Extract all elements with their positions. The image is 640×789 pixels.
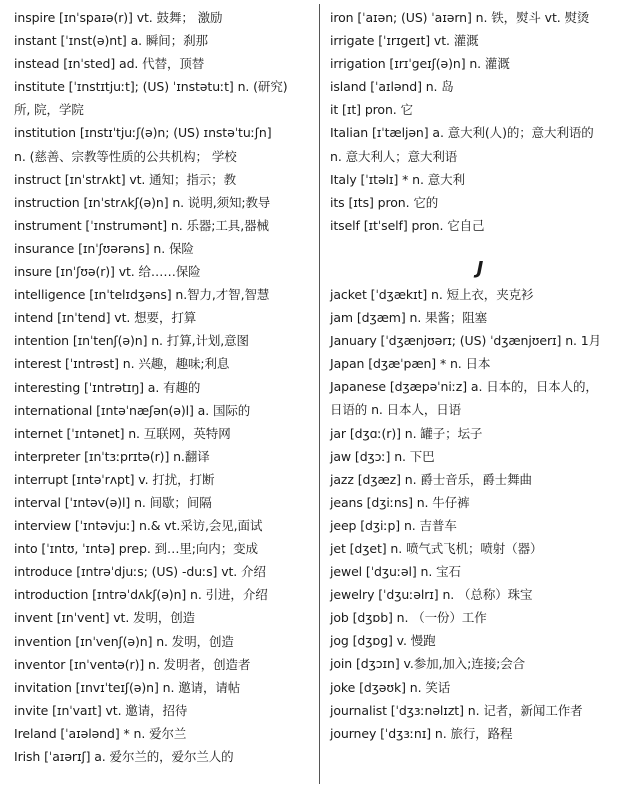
- dictionary-entry: itself [ɪtˈself] pron. 它自己: [330, 217, 485, 233]
- dictionary-entry: Ireland [ˈaɪələnd] * n. 爱尔兰: [14, 725, 187, 741]
- dictionary-entry: jewel [ˈdʒuːəl] n. 宝石: [330, 564, 461, 580]
- dictionary-entry: inspire [ɪnˈspaɪə(r)] vt. 鼓舞； 激励: [14, 10, 223, 25]
- dictionary-entry: instrument [ˈɪnstrumənt] n. 乐器;工具,器械: [14, 217, 269, 233]
- dictionary-entry: journey [ˈdʒɜːnɪ] n. 旅行，路程: [330, 725, 513, 741]
- dictionary-entry: instruction [ɪnˈstrʌkʃ(ə)n] n. 说明,须知;教导: [14, 194, 271, 210]
- dictionary-entry: invitation [ɪnvɪˈteɪʃ(ə)n] n. 邀请，请帖: [14, 679, 241, 695]
- dictionary-entry: January [ˈdʒænjʊərɪ; (US) ˈdʒænjʊerɪ] n. 1月: [330, 333, 602, 349]
- dictionary-entry: irrigation [ɪrɪˈgeɪʃ(ə)n] n. 灌溉: [330, 56, 510, 72]
- dictionary-entry: jog [dʒɒg] v. 慢跑: [330, 633, 436, 649]
- dictionary-entry: instead [ɪnˈsted] ad. 代替，顶替: [14, 56, 205, 72]
- dictionary-entry: interpreter [ɪnˈtɜːprɪtə(r)] n.翻译: [14, 448, 210, 464]
- dictionary-entry: interview [ˈɪntəvjuː] n.& vt.采访,会见,面试: [14, 518, 263, 534]
- dictionary-entry: job [dʒɒb] n. （一份）工作: [330, 610, 487, 626]
- dictionary-entry: institute [ˈɪnstɪtjuːt]; (US) ˈɪnstətuːt] n. (研究): [14, 79, 288, 95]
- dictionary-entry: Japan [dʒæˈpæn] * n. 日本: [330, 356, 491, 372]
- section-heading-j: J: [476, 257, 484, 279]
- dictionary-entry: institution [ɪnstɪˈtjuːʃ(ə)n; (US) ɪnstəˈtuːʃn]: [14, 125, 272, 141]
- dictionary-entry: inventor [ɪnˈventə(r)] n. 发明者，创造者: [14, 656, 251, 672]
- dictionary-entry: intention [ɪnˈtenʃ(ə)n] n. 打算,计划,意图: [14, 333, 249, 349]
- dictionary-entry: journalist [ˈdʒɜːnəlɪzt] n. 记者，新闻工作者: [330, 702, 583, 718]
- dictionary-entry: 日语的 n. 日本人，日语: [330, 402, 462, 418]
- dictionary-entry: internet [ˈɪntənet] n. 互联网，英特网: [14, 425, 231, 441]
- dictionary-entry: instant [ˈɪnst(ə)nt] a. 瞬间；刹那: [14, 33, 208, 49]
- dictionary-entry: n. 意大利人；意大利语: [330, 148, 458, 164]
- dictionary-entry: jacket [ˈdʒækɪt] n. 短上衣，夹克衫: [330, 286, 534, 302]
- dictionary-entry: invention [ɪnˈvenʃ(ə)n] n. 发明，创造: [14, 633, 234, 649]
- dictionary-entry: irrigate [ˈɪrɪgeɪt] vt. 灌溉: [330, 33, 479, 49]
- dictionary-entry: island [ˈaɪlənd] n. 岛: [330, 79, 454, 95]
- dictionary-entry: jet [dʒet] n. 喷气式飞机；喷射（器）: [330, 540, 543, 556]
- left-column: [14, 6, 314, 768]
- dictionary-entry: jazz [dʒæz] n. 爵士音乐，爵士舞曲: [330, 471, 532, 487]
- dictionary-entry: into [ˈɪntʊ, ˈɪntə] prep. 到…里;向内；变成: [14, 541, 258, 557]
- dictionary-entry: insurance [ɪnˈʃʊərəns] n. 保险: [14, 240, 194, 256]
- dictionary-entry: introduce [ɪntrəˈdjuːs; (US) -duːs] vt. 介绍: [14, 564, 266, 580]
- dictionary-entry: jeans [dʒiːns] n. 牛仔裤: [330, 494, 470, 510]
- right-column: [330, 6, 630, 745]
- dictionary-entry: jeep [dʒiːp] n. 吉普车: [330, 517, 457, 533]
- dictionary-entry: jewelry [ˈdʒuːəlrɪ] n. （总称）珠宝: [330, 587, 533, 603]
- dictionary-entry: instruct [ɪnˈstrʌkt] vt. 通知；指示；教: [14, 171, 236, 187]
- dictionary-entry: intelligence [ɪnˈtelɪdʒəns] n.智力,才智,智慧: [14, 287, 270, 303]
- dictionary-entry: Italian [ɪˈtæljən] a. 意大利(人)的；意大利语的: [330, 125, 594, 141]
- dictionary-entry: jaw [dʒɔː] n. 下巴: [330, 448, 435, 464]
- dictionary-entry: n. (慈善、宗教等性质的公共机构； 学校: [14, 148, 237, 164]
- entries-i-continued: [330, 6, 630, 237]
- dictionary-entry: Italy [ˈɪtəlɪ] * n. 意大利: [330, 171, 465, 187]
- dictionary-entry: it [ɪt] pron. 它: [330, 102, 413, 118]
- dictionary-entry: invent [ɪnˈvent] vt. 发明，创造: [14, 610, 196, 626]
- entries-j: [330, 283, 630, 745]
- dictionary-entry: interest [ˈɪntrəst] n. 兴趣，趣味;利息: [14, 356, 230, 372]
- dictionary-entry: international [ɪntəˈnæʃən(ə)l] a. 国际的: [14, 402, 251, 418]
- dictionary-entry: its [ɪts] pron. 它的: [330, 194, 439, 210]
- dictionary-entry: iron [ˈaɪən; (US) ˈaɪərn] n. 铁，熨斗 vt. 熨烫: [330, 10, 590, 25]
- dictionary-entry: joke [dʒəʊk] n. 笑话: [330, 679, 451, 695]
- dictionary-entry: insure [ɪnˈʃʊə(r)] vt. 给……保险: [14, 264, 201, 280]
- dictionary-entry: introduction [ɪntrəˈdʌkʃ(ə)n] n. 引进，介绍: [14, 587, 268, 603]
- dictionary-entry: jar [dʒɑː(r)] n. 罐子；坛子: [330, 425, 483, 441]
- dictionary-entry: interval [ˈɪntəv(ə)l] n. 间歇；间隔: [14, 494, 212, 510]
- dictionary-entry: invite [ɪnˈvaɪt] vt. 邀请，招待: [14, 702, 188, 718]
- dictionary-entry: Irish [ˈaɪərɪʃ] a. 爱尔兰的，爱尔兰人的: [14, 749, 234, 764]
- dictionary-entry: interesting [ˈɪntrətɪŋ] a. 有趣的: [14, 379, 201, 395]
- dictionary-entry: 所, 院，学院: [14, 102, 84, 118]
- dictionary-entry: interrupt [ɪntəˈrʌpt] v. 打扰，打断: [14, 471, 215, 487]
- dictionary-entry: jam [dʒæm] n. 果酱；阻塞: [330, 310, 488, 326]
- column-divider: [319, 4, 320, 784]
- dictionary-entry: Japanese [dʒæpəˈniːz] a. 日本的，日本人的，: [330, 379, 598, 395]
- dictionary-entry: intend [ɪnˈtend] vt. 想要，打算: [14, 310, 197, 326]
- dictionary-entry: join [dʒɔɪn] v.参加,加入;连接;会合: [330, 656, 526, 672]
